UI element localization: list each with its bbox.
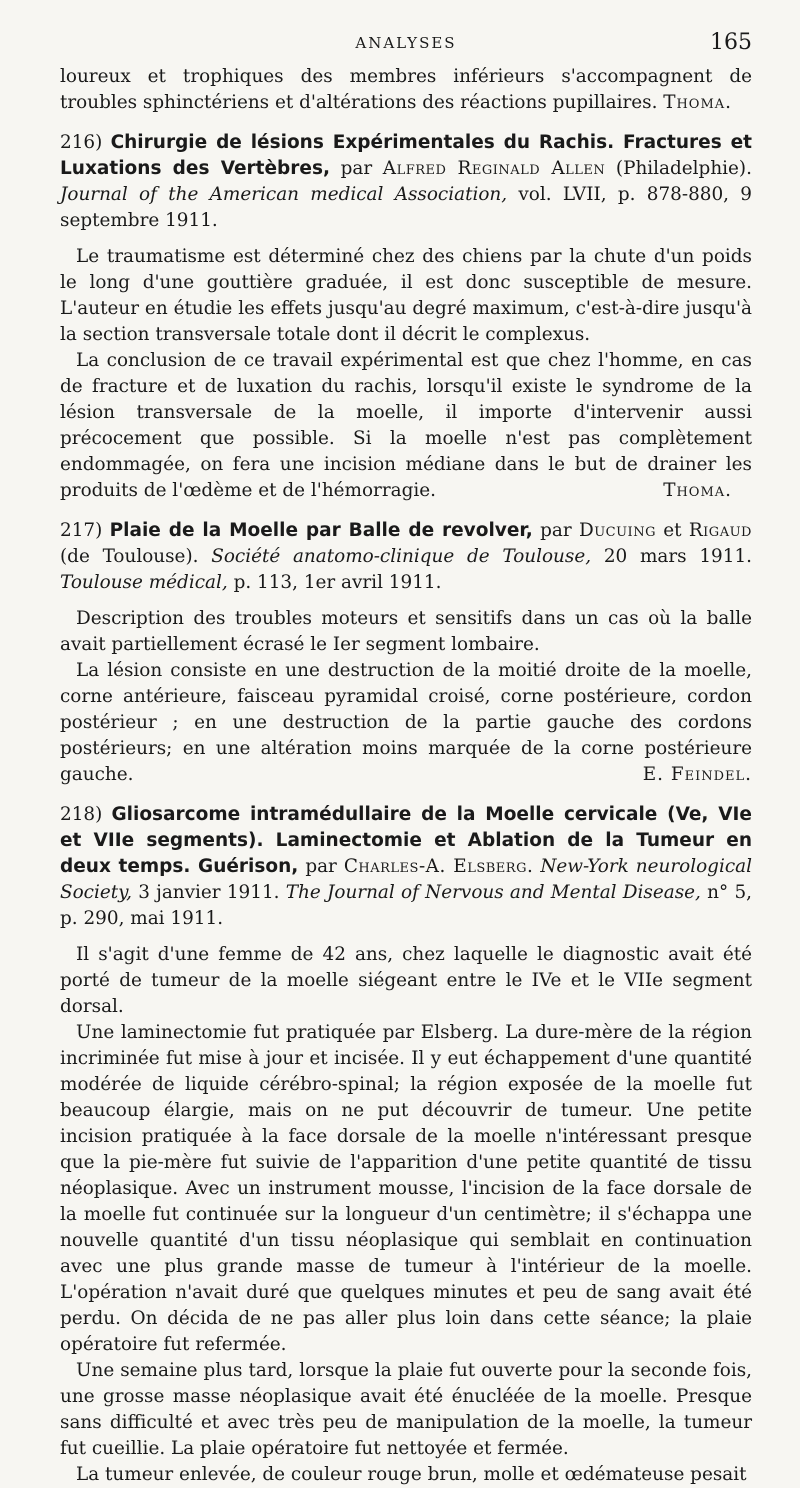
article-number: 218): [60, 804, 103, 825]
by-word: par: [340, 158, 373, 179]
by-word: par: [305, 856, 337, 877]
article-216-heading: [60, 130, 752, 234]
journal-reference: n° 5, p. 290, mai 1911.: [60, 882, 752, 929]
article-title: Plaie de la Moelle par Balle de revolver,: [109, 520, 533, 541]
lead-text: loureux et trophiques des membres inférieurs s'accompagnent de troubles sphinctériens et d'altérations des réactions pupillaires.: [60, 66, 752, 113]
journal-name: Journal of the American medical Association,: [60, 184, 508, 205]
society-name: New-York neurological Society,: [60, 856, 752, 903]
para-text: La conclusion de ce travail expérimental est que chez l'homme, en cas de fracture et de luxation du rachis, lorsqu'il existe le syndrome de la lésion transversale de la moelle, il importe d'intervenir aussi précocement que possible. Si la moelle n'est pas complètement endommagée, on fera une incision médiane dans le but de drainer les produits de l'œdème et de l'hémorragie.: [60, 350, 752, 501]
author-place: (Philadelphie).: [615, 158, 752, 179]
journal-reference: p. 113, 1er avril 1911.: [233, 572, 442, 593]
article-218-para-1: Il s'agit d'une femme de 42 ans, chez laquelle le diagnostic avait été porté de tumeur de la moelle siégeant entre le IVe et le VIIe segment dorsal.: [60, 944, 752, 1017]
author-place: (de Toulouse).: [60, 546, 199, 567]
article-217-heading: [60, 518, 752, 596]
session-date: 3 janvier 1911.: [138, 882, 280, 903]
article-title: Chirurgie de lésions Expérimentales du Rachis. Fractures et Luxations des Vertèbres,: [60, 132, 752, 179]
article-number: 216): [60, 132, 103, 153]
article-number: 217): [60, 520, 103, 541]
article-218: [60, 802, 752, 1488]
article-217-para-1: Description des troubles moteurs et sensitifs dans un cas où la balle avait partiellement écrasé le Ier segment lombaire.: [60, 608, 752, 655]
lead-paragraph: [60, 64, 752, 116]
article-216-para-2: [60, 348, 752, 504]
article-author: Charles-A. Elsberg.: [343, 856, 534, 877]
society-name: Société anatomo-clinique de Toulouse,: [211, 546, 592, 567]
article-218-para-4: La tumeur enlevée, de couleur rouge brun, molle et œdémateuse pesait: [76, 1464, 747, 1485]
article-218-heading: [60, 802, 752, 932]
lead-signature: Thoma.: [663, 92, 732, 113]
article-author-1: Ducuing: [578, 520, 656, 541]
journal-name: The Journal of Nervous and Mental Disease,: [285, 882, 701, 903]
article-216-para-1: Le traumatisme est déterminé chez des chiens par la chute d'un poids le long d'une gouttière graduée, il est donc susceptible de mesure. L'auteur en étudie les effets jusqu'au degré maximum, c'est-à-dire jusqu'à la section transversale totale dont il décrit le complexus.: [60, 246, 752, 345]
article-217-signature: E. Feindel.: [642, 764, 752, 785]
page-header: [60, 30, 752, 64]
article-217: [60, 518, 752, 788]
running-title: ANALYSES: [355, 34, 457, 52]
article-216-signature: Thoma.: [663, 480, 732, 501]
article-author: Alfred Reginald Allen: [382, 158, 606, 179]
and-word: et: [663, 520, 682, 541]
para-text: La lésion consiste en une destruction de la moitié droite de la moelle, corne antérieure, faisceau pyramidal croisé, corne postérieure, cordon postérieur ; en une destruction de la partie gauche des cordons postérieurs; en une altération moins marquée de la corne postérieure gauche.: [60, 660, 752, 785]
article-title: Gliosarcome intramédullaire de la Moelle cervicale (Ve, VIe et VIIe segments). Laminectomie et Ablation de la Tumeur en deux temps. Guérison,: [60, 804, 752, 877]
journal-name: Toulouse médical,: [60, 572, 228, 593]
journal-reference: vol. LVII, p. 878-880, 9 septembre 1911.: [60, 184, 752, 231]
article-217-para-2: [60, 658, 752, 788]
by-word: par: [540, 520, 572, 541]
article-218-para-2: Une laminectomie fut pratiquée par Elsberg. La dure-mère de la région incriminée fut mise à jour et incisée. Il y eut échappement d'une quantité modérée de liquide cérébro-spinal; la région exposée de la moelle fut beaucoup élargie, mais on ne put découvrir de tumeur. Une petite incision pratiquée à la face dorsale de la moelle n'intéressant presque que la pie-mère fut suivie de l'apparition d'une petite quantité de tissu néoplasique. Avec un instrument mousse, l'incision de la face dorsale de la moelle fut continuée sur la longueur d'un centimètre; il s'échappa une nouvelle quantité d'un tissu néoplasique qui semblait en continuation avec une plus grande masse de tumeur à l'intérieur de la moelle. L'opération n'avait duré que quelques minutes et peu de sang avait été perdu. On décida de ne pas aller plus loin dans cette séance; la plaie opératoire fut refermée.: [60, 1022, 752, 1355]
session-date: 20 mars 1911.: [603, 546, 752, 567]
page-number: 165: [710, 30, 752, 55]
article-author-2: Rigaud: [688, 520, 752, 541]
article-216: [60, 130, 752, 504]
article-218-para-3: Une semaine plus tard, lorsque la plaie fut ouverte pour la seconde fois, une grosse masse néoplasique avait été énucléée de la moelle. Presque sans difficulté et avec très peu de manipulation de la moelle, la tumeur fut cueillie. La plaie opératoire fut nettoyée et fermée.: [60, 1360, 752, 1459]
